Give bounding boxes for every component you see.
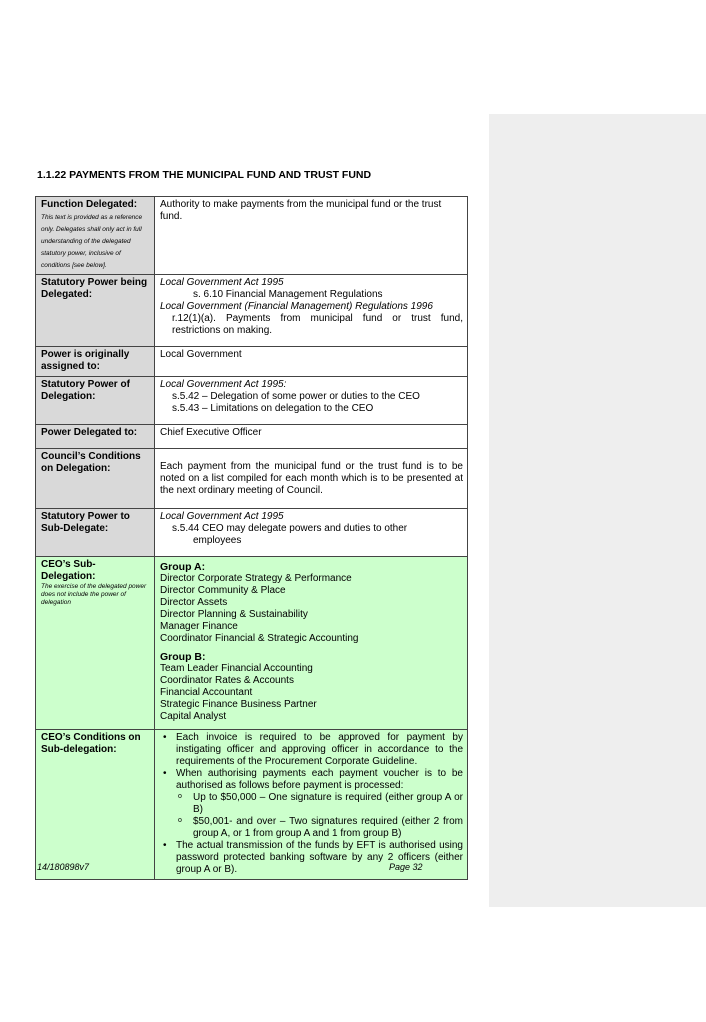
act-section: employees (193, 535, 242, 546)
value-cell (155, 197, 468, 275)
act-name: Local Government Act 1995 (160, 277, 284, 288)
table-row (36, 197, 468, 275)
ceo-sub-delegation-label: CEO’s Sub-Delegation: (41, 559, 96, 582)
reference-note: This text is provided as a reference only. Delegates shall only act in full understanding of the delegated statutory power, inclusive of conditions [see below]. (41, 214, 143, 269)
act-section: s.5.43 – Limitations on delegation to the CEO (172, 403, 374, 414)
sub-list-item: o $50,001- and over – Two signatures required (either 2 from group A, or 1 from group A and 1 from group B) (193, 816, 463, 840)
delegation-table (35, 196, 468, 880)
sub-delegation-note: The exercise of the delegated power does not include the power of delegation (41, 583, 147, 606)
act-section: s. 6.10 Financial Management Regulations (193, 289, 383, 300)
delegated-to-value: Chief Executive Officer (155, 425, 468, 449)
group-b-title: Group B: (160, 651, 206, 663)
group-a-item: Coordinator Financial & Strategic Accounting (160, 633, 359, 644)
document-reference: 14/180898v7 (37, 862, 90, 872)
group-a-item: Manager Finance (160, 621, 238, 632)
group-a-title: Group A: (160, 561, 206, 573)
council-conditions-value: Each payment from the municipal fund or the trust fund is to be noted on a list compiled for each month which is to be presented at the next ordinary meeting of Council. (160, 461, 463, 496)
list-item (176, 768, 463, 840)
table-row (36, 730, 468, 880)
table-row (36, 347, 468, 377)
value-cell (155, 730, 468, 880)
act-section: s.5.42 – Delegation of some power or duties to the CEO (172, 391, 420, 402)
regulation-section: r.12(1)(a). Payments from municipal fund or trust fund, restrictions on making. (172, 313, 463, 336)
label-cell (36, 557, 155, 730)
comment-sidebar (489, 114, 706, 907)
group-a-item: Director Assets (160, 597, 228, 608)
list-item: • Each invoice is required to be approved for payment by instigating officer and approving officer in accordance to the requirements of the Procurement Corporate Guideline. (176, 732, 463, 768)
table-row (36, 425, 468, 449)
list-item-text: When authorising payments each payment voucher is to be authorised as follows before payment is processed: (176, 768, 463, 791)
function-value: Authority to make payments from the municipal fund or the trust fund. (160, 199, 442, 222)
regulation-name: Local Government (Financial Management) Regulations 1996 (160, 301, 433, 312)
group-a-item: Director Planning & Sustainability (160, 609, 308, 620)
ceo-conditions-label: CEO’s Conditions on Sub-delegation: (36, 730, 155, 880)
group-a-item: Director Corporate Strategy & Performance (160, 573, 352, 584)
table-row (36, 275, 468, 347)
statutory-power-label: Statutory Power being Delegated: (36, 275, 155, 347)
value-cell (155, 449, 468, 509)
group-b-item: Coordinator Rates & Accounts (160, 675, 294, 686)
statutory-delegation-label: Statutory Power of Delegation: (36, 377, 155, 425)
group-a-item: Director Community & Place (160, 585, 286, 596)
originally-assigned-label: Power is originally assigned to: (36, 347, 155, 377)
table-row (36, 557, 468, 730)
council-conditions-label: Council’s Conditions on Delegation: (36, 449, 155, 509)
group-b-item: Capital Analyst (160, 711, 227, 722)
conditions-list (160, 732, 463, 876)
group-b-item: Financial Accountant (160, 687, 253, 698)
list-item: • The actual transmission of the funds by EFT is authorised using password protected banking software by any 2 officers (either group A or B). (176, 840, 463, 876)
group-b-item: Team Leader Financial Accounting (160, 663, 313, 674)
act-name: Local Government Act 1995 (160, 511, 284, 522)
page-number: Page 32 (389, 862, 423, 872)
section-title: 1.1.22 PAYMENTS FROM THE MUNICIPAL FUND AND TRUST FUND (37, 169, 372, 181)
sub-delegate-label: Statutory Power to Sub-Delegate: (36, 509, 155, 557)
delegated-to-label: Power Delegated to: (36, 425, 155, 449)
value-cell (155, 377, 468, 425)
function-label: Function Delegated: (41, 199, 138, 210)
value-cell (155, 557, 468, 730)
originally-assigned-value: Local Government (155, 347, 468, 377)
sub-list-item: o Up to $50,000 – One signature is required (either group A or B) (193, 792, 463, 816)
sub-list (176, 792, 463, 840)
table-row (36, 509, 468, 557)
group-b-item: Strategic Finance Business Partner (160, 699, 317, 710)
table-row (36, 377, 468, 425)
act-name: Local Government Act 1995: (160, 379, 287, 390)
value-cell (155, 509, 468, 557)
label-cell (36, 197, 155, 275)
act-section: s.5.44 CEO may delegate powers and duties to other (172, 523, 408, 534)
value-cell (155, 275, 468, 347)
table-row (36, 449, 468, 509)
